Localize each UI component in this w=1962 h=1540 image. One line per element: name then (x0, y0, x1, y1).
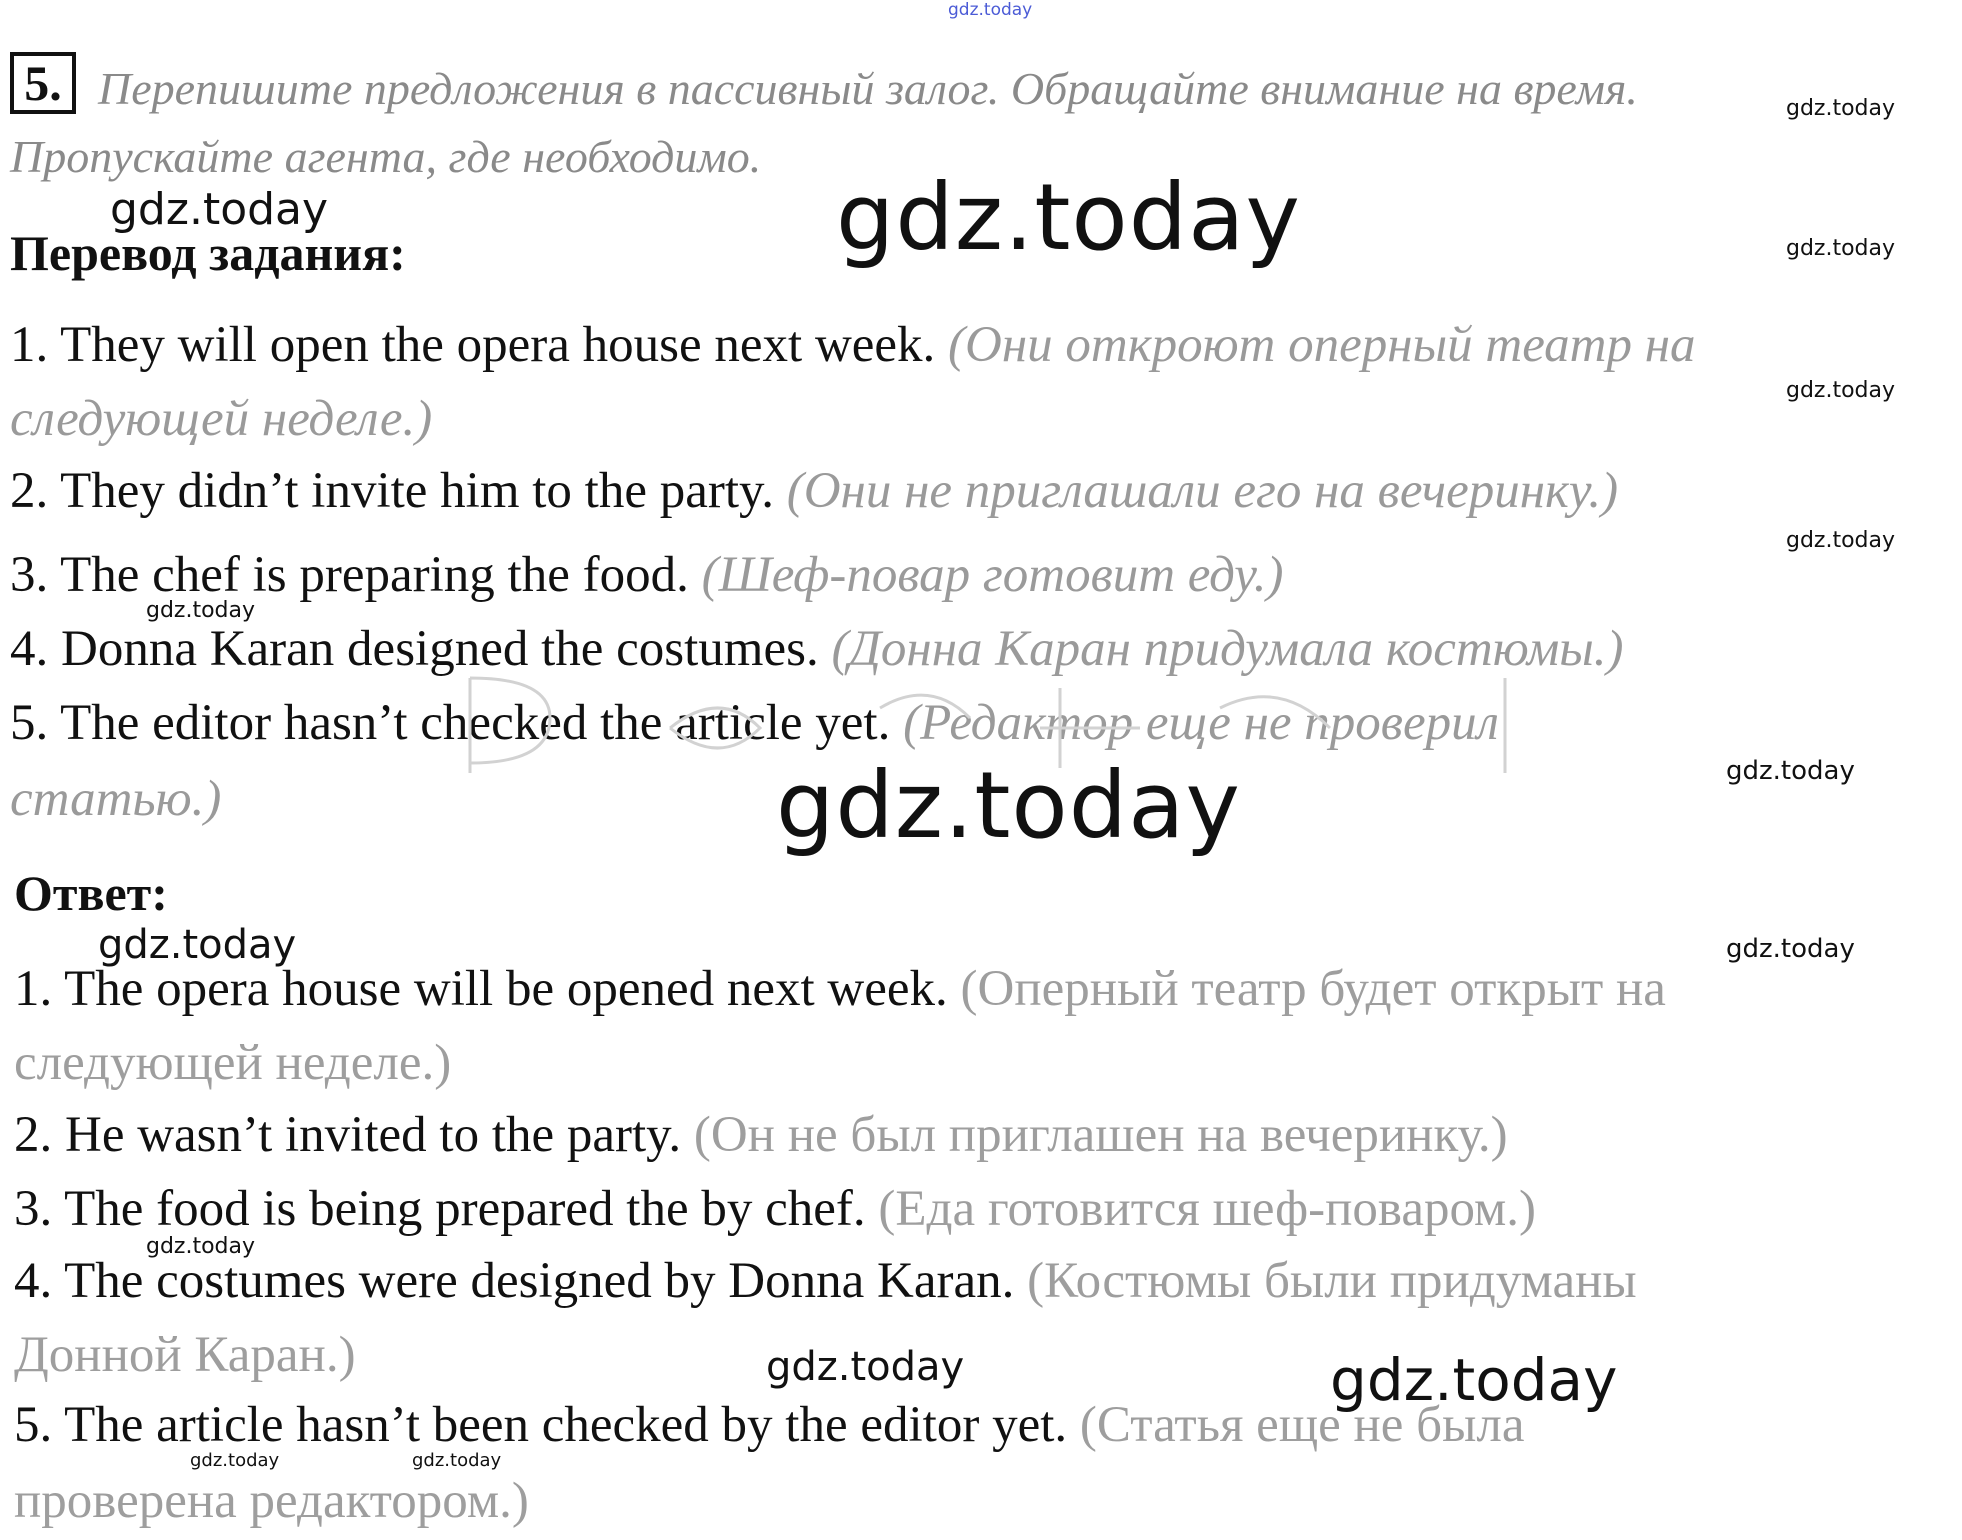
answer-item-2 (14, 1106, 1508, 1164)
answer-item-2-translation: (Он не был приглашен на вечеринку.) (693, 1107, 1508, 1163)
translation-item-5-translation: (Редактор еще не проверил (903, 695, 1499, 751)
translation-item-1-text: 1. They will open the opera house next week. (10, 317, 936, 373)
translation-item-5-translation-cont: статью.) (10, 771, 222, 827)
answer-item-2-text: 2. He wasn’t invited to the party. (14, 1107, 682, 1163)
answer-item-5-translation-cont: проверена редактором.) (14, 1473, 529, 1529)
answer-item-5-translation: (Статья еще не была (1079, 1397, 1525, 1453)
answer-item-3-translation: (Еда готовится шеф-поваром.) (878, 1181, 1536, 1237)
watermark-small-3: gdz.today (1786, 378, 1896, 403)
watermark-medium-3: gdz.today (766, 1344, 965, 1390)
watermark-medium-2: gdz.today (98, 922, 297, 968)
answer-item-1 (14, 960, 1666, 1018)
watermark-small-10: gdz.today (412, 1450, 502, 1471)
answer-item-5 (14, 1396, 1524, 1454)
watermark-small-8: gdz.today (146, 1234, 256, 1259)
watermark-small-6: gdz.today (1726, 756, 1855, 786)
answer-item-4 (14, 1252, 1637, 1310)
translation-item-2-translation: (Они не приглашали его на вечеринку.) (786, 463, 1619, 519)
watermark-small-1: gdz.today (1786, 96, 1896, 121)
watermark-medium-1: gdz.today (110, 184, 329, 235)
answer-item-1-translation: (Оперный театр будет открыт на (960, 961, 1666, 1017)
watermark-large-1: gdz.today (836, 164, 1301, 271)
answer-item-5-text: 5. The article hasn’t been checked by the editor yet. (14, 1397, 1068, 1453)
translation-item-2-text: 2. They didn’t invite him to the party. (10, 463, 774, 519)
translation-item-5-text: 5. The editor hasn’t checked the article yet. (10, 695, 891, 751)
watermark-large-2: gdz.today (776, 752, 1241, 859)
translation-item-3-translation: (Шеф-повар готовит еду.) (701, 547, 1284, 603)
answer-item-1-text: 1. The opera house will be opened next week. (14, 961, 948, 1017)
translation-item-4-translation: (Донна Каран придумала костюмы.) (831, 621, 1624, 677)
watermark-small-5: gdz.today (146, 598, 256, 623)
task-instruction-line-1: Перепишите предложения в пассивный залог. Обращайте внимание на время. (98, 63, 1638, 114)
answer-item-4-translation-cont: Донной Каран.) (14, 1327, 356, 1383)
translation-item-1 (10, 316, 1696, 374)
answer-item-4-text: 4. The costumes were designed by Donna Karan. (14, 1253, 1015, 1309)
task-instruction-line-2: Пропускайте агента, где необходимо. (10, 131, 762, 182)
task-number: 5. (10, 52, 76, 114)
translation-item-2 (10, 462, 1618, 520)
watermark-top: gdz.today (948, 0, 1033, 20)
translation-item-1-translation-cont: следующей неделе.) (10, 391, 433, 447)
answer-item-1-translation-cont: следующей неделе.) (14, 1035, 452, 1091)
watermark-small-7: gdz.today (1726, 934, 1855, 964)
translation-item-3-text: 3. The chef is preparing the food. (10, 547, 689, 603)
translation-item-4-text: 4. Donna Karan designed the costumes. (10, 621, 819, 677)
answer-item-3 (14, 1180, 1536, 1238)
answer-item-4-translation: (Костюмы были придуманы (1027, 1253, 1637, 1309)
watermark-small-4: gdz.today (1786, 528, 1896, 553)
answer-item-3-text: 3. The food is being prepared the by chef. (14, 1181, 866, 1237)
translation-item-3 (10, 546, 1283, 604)
watermark-small-9: gdz.today (190, 1450, 280, 1471)
translation-item-1-translation: (Они откроют оперный театр на (948, 317, 1696, 373)
watermark-medium-4: gdz.today (1330, 1346, 1618, 1414)
watermark-small-2: gdz.today (1786, 236, 1896, 261)
translation-heading: Перевод задания: (10, 225, 406, 281)
answer-heading: Ответ: (14, 865, 168, 921)
